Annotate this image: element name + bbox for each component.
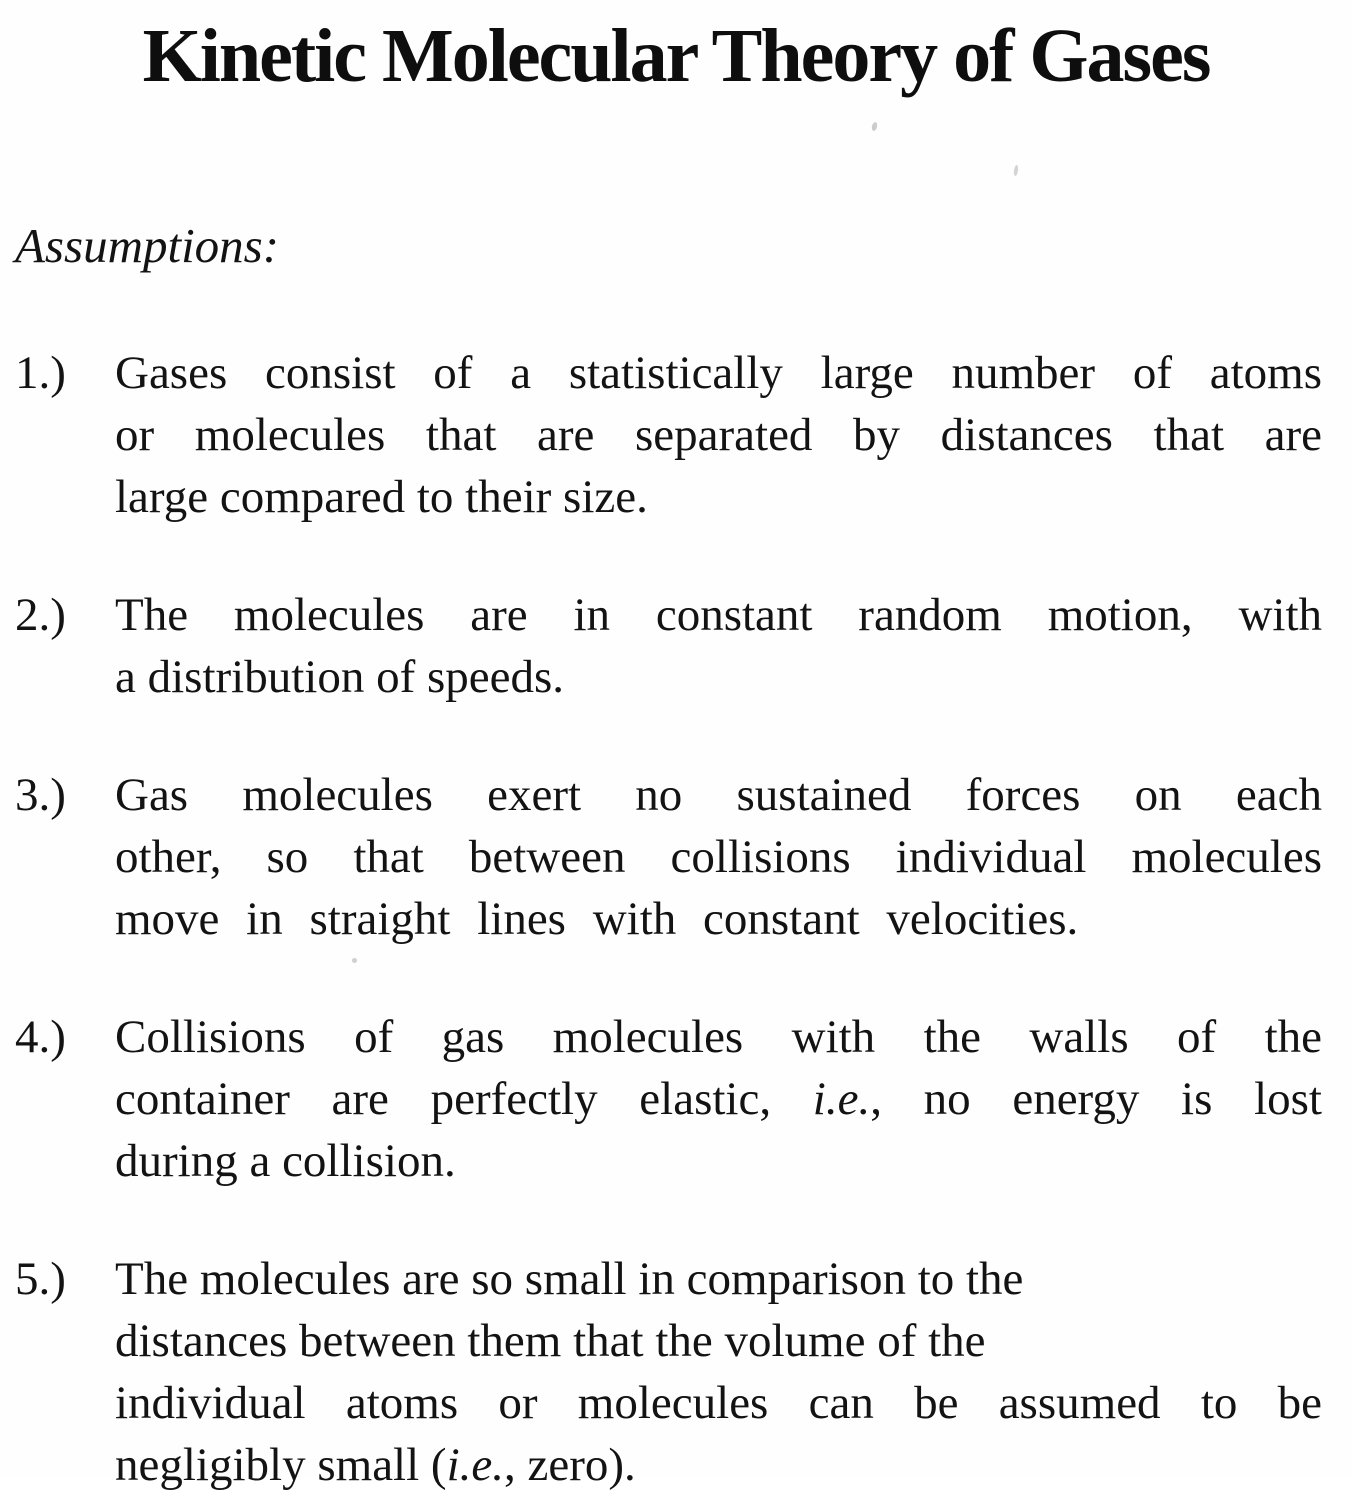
item-text [115,1006,1322,1192]
text-segment: container are perfectly elastic, [115,1073,813,1125]
item-text [115,764,1322,950]
assumption-item-4 [0,1006,1352,1192]
text-line: The molecules are in constant random motion, with [115,589,1322,641]
text-line: large compared to their size. [115,471,648,523]
assumption-item-2 [0,584,1352,708]
text-line: individual atoms or molecules can be assumed to be [115,1377,1322,1429]
item-number: 4.) [15,1011,66,1063]
text-line: Gases consist of a statistically large number of atoms [115,347,1322,399]
item-number: 1.) [15,347,66,399]
item-text [115,584,1322,708]
text-line: or molecules that are separated by distances that are [115,409,1322,461]
assumptions-list [0,342,1352,1496]
text-line: other, so that between collisions individual molecules [115,831,1322,883]
assumption-item-3 [0,764,1352,950]
page-title: Kinetic Molecular Theory of Gases [142,14,1210,98]
text-line: during a collision. [115,1135,456,1187]
text-segment: , no energy is lost [870,1073,1322,1125]
assumptions-heading: Assumptions: [15,218,280,273]
text-segment: , zero). [504,1439,636,1491]
text-line: Gas molecules exert no sustained forces on each [115,769,1322,821]
assumption-item-1 [0,342,1352,528]
text-line: a distribution of speeds. [115,651,565,703]
item-number: 2.) [15,589,66,641]
text-line: Collisions of gas molecules with the walls of the [115,1011,1322,1063]
scan-speck [352,958,357,963]
text-line [115,1434,1322,1496]
item-number: 3.) [15,769,66,821]
text-line: distances between them that the volume of the [115,1315,986,1367]
text-line: The molecules are so small in comparison to the [115,1253,1024,1305]
scan-speck [871,122,878,132]
text-segment: negligibly small ( [115,1439,447,1491]
scan-speck [1013,165,1018,176]
latin-abbreviation: i.e. [812,1073,871,1125]
item-text [115,342,1322,528]
item-text [115,1248,1322,1496]
assumption-item-5 [0,1248,1352,1496]
text-line [115,1068,1322,1130]
item-number: 5.) [15,1253,66,1305]
latin-abbreviation: i.e. [446,1439,504,1491]
text-line: move in straight lines with constant velocities. [115,893,1079,945]
